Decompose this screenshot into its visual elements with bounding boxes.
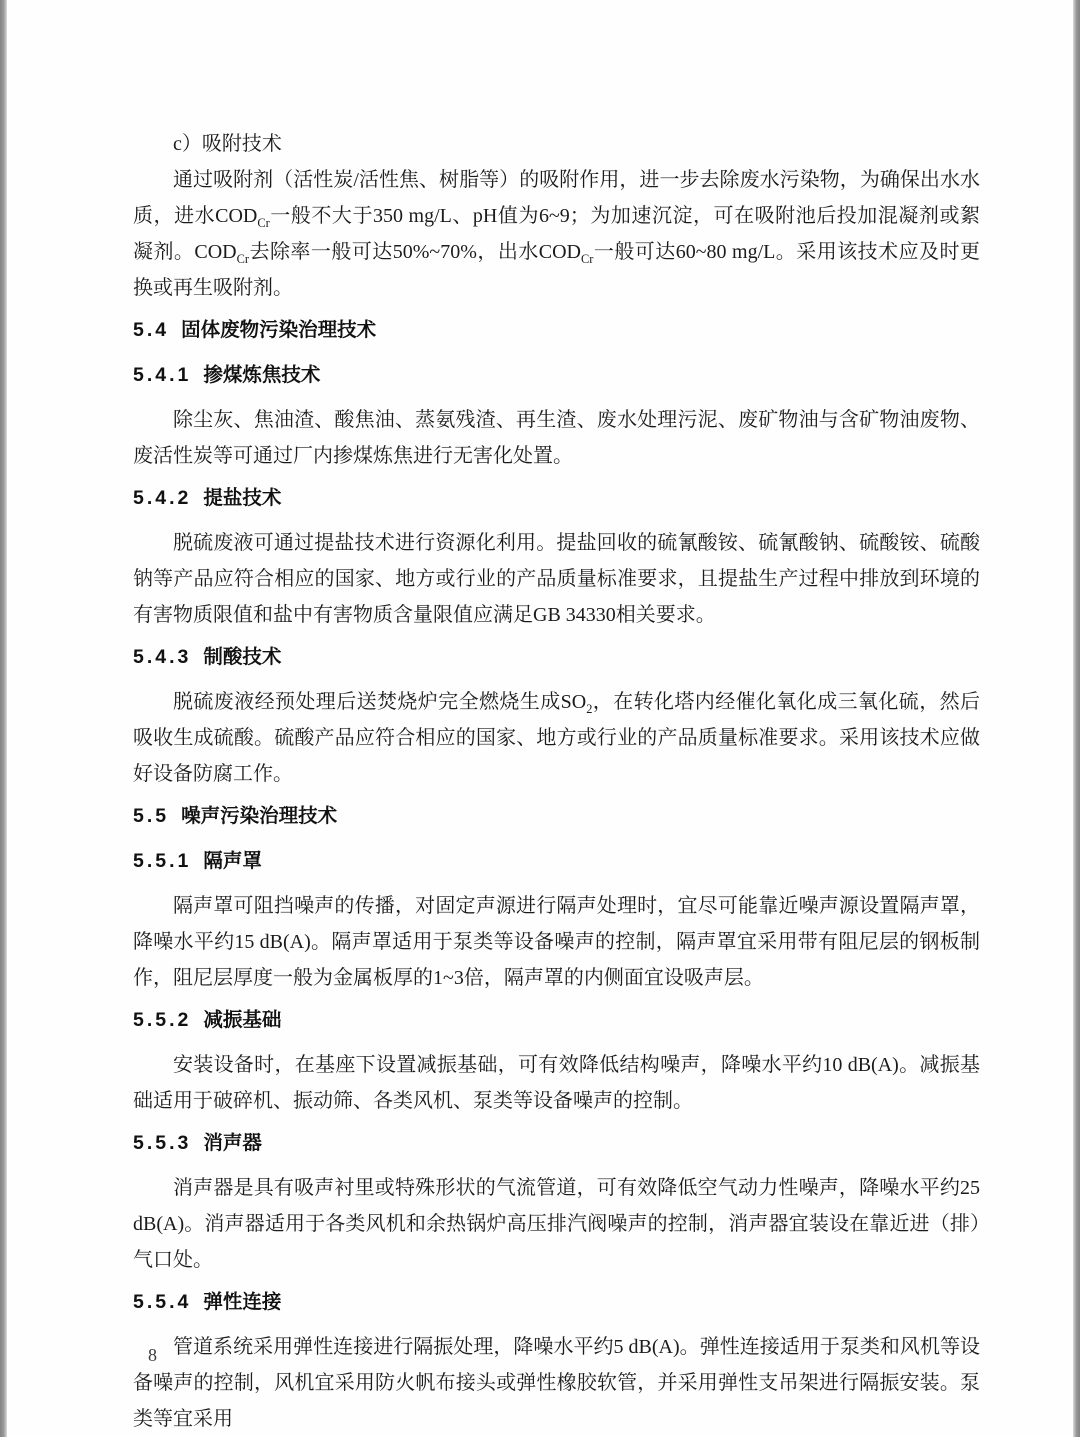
section-title: 消声器	[203, 1132, 262, 1154]
section-number: 5.5.4	[133, 1291, 192, 1313]
section-title: 提盐技术	[203, 487, 282, 509]
heading-5-5-3	[133, 1125, 980, 1161]
paragraph-5-5-3: 消声器是具有吸声衬里或特殊形状的气流管道，可有效降低空气动力性噪声，降噪水平约25 dB(A)。消声器适用于各类风机和余热锅炉高压排汽阀噪声的控制，消声器宜装设在靠近进（排）气口处。	[133, 1177, 980, 1271]
paragraph-5-4-2: 脱硫废液可通过提盐技术进行资源化利用。提盐回收的硫氰酸铵、硫氰酸钠、硫酸铵、硫酸钠等产品应符合相应的国家、地方或行业的产品质量标准要求，且提盐生产过程中排放到环境的有害物质限值和盐中有害物质含量限值应满足GB 34330相关要求。	[133, 532, 980, 626]
section-number: 5.5.2	[133, 1009, 192, 1031]
list-item-c: c）吸附技术	[173, 133, 282, 155]
section-number: 5.4	[133, 319, 170, 341]
section-number: 5.5.1	[133, 850, 192, 872]
heading-5-5	[133, 798, 980, 834]
paragraph-5-5-4: 管道系统采用弹性连接进行隔振处理，降噪水平约5 dB(A)。弹性连接适用于泵类和风机等设备噪声的控制，风机宜采用防火帆布接头或弹性橡胶软管，并采用弹性支吊架进行隔振安装。泵类等宜采用	[133, 1336, 980, 1430]
heading-5-4-2	[133, 480, 980, 516]
page-number: 8	[148, 1345, 157, 1365]
page-edge-right	[1073, 0, 1080, 1437]
section-title: 隔声罩	[203, 850, 262, 872]
heading-5-4	[133, 312, 980, 348]
paragraph-5-4-3: 脱硫废液经预处理后送焚烧炉完全燃烧生成$SO_2$，在转化塔内经催化氧化成三氧化硫，然后吸收生成硫酸。硫酸产品应符合相应的国家、地方或行业的产品质量标准要求。采用该技术应做好设备防腐工作。	[133, 691, 980, 785]
section-number: 5.4.3	[133, 646, 192, 668]
paragraph-5-5-1: 隔声罩可阻挡噪声的传播，对固定声源进行隔声处理时，宜尽可能靠近噪声源设置隔声罩，降噪水平约15 dB(A)。隔声罩适用于泵类等设备噪声的控制，隔声罩宜采用带有阻尼层的钢板制作，阻尼层厚度一般为金属板厚的1~3倍，隔声罩的内侧面宜设吸声层。	[133, 895, 980, 989]
heading-5-5-2	[133, 1002, 980, 1038]
section-title: 弹性连接	[203, 1291, 282, 1313]
paragraph-5-4-1: 除尘灰、焦油渣、酸焦油、蒸氨残渣、再生渣、废水处理污泥、废矿物油与含矿物油废物、废活性炭等可通过厂内掺煤炼焦进行无害化处置。	[133, 409, 980, 467]
section-number: 5.5	[133, 805, 170, 827]
heading-5-4-1	[133, 357, 980, 393]
heading-5-5-1	[133, 843, 980, 879]
page-content	[133, 126, 980, 1437]
section-title: 固体废物污染治理技术	[181, 319, 377, 341]
page-edge-left	[0, 0, 7, 1437]
heading-5-5-4	[133, 1284, 980, 1320]
heading-5-4-3	[133, 639, 980, 675]
section-title: 噪声污染治理技术	[181, 805, 338, 827]
paragraph-5-5-2: 安装设备时，在基座下设置减振基础，可有效降低结构噪声，降噪水平约10 dB(A)。减振基础适用于破碎机、振动筛、各类风机、泵类等设备噪声的控制。	[133, 1054, 980, 1112]
section-title: 掺煤炼焦技术	[203, 364, 321, 386]
section-title: 减振基础	[203, 1009, 282, 1031]
section-number: 5.4.2	[133, 487, 192, 509]
paragraph-adsorption: 通过吸附剂（活性炭/活性焦、树脂等）的吸附作用，进一步去除废水污染物，为确保出水水质，进水$COD_{Cr}$一般不大于350 mg/L、pH值为6~9；为加速沉淀，可在吸附池后投加混凝剂或絮凝剂。$COD_{Cr}$去除率一般可达50%~70%，出水$COD_{Cr}$一般可达60~80 mg/L。采用该技术应及时更换或再生吸附剂。	[133, 169, 981, 299]
section-number: 5.5.3	[133, 1132, 192, 1154]
section-title: 制酸技术	[203, 646, 282, 668]
section-number: 5.4.1	[133, 364, 192, 386]
